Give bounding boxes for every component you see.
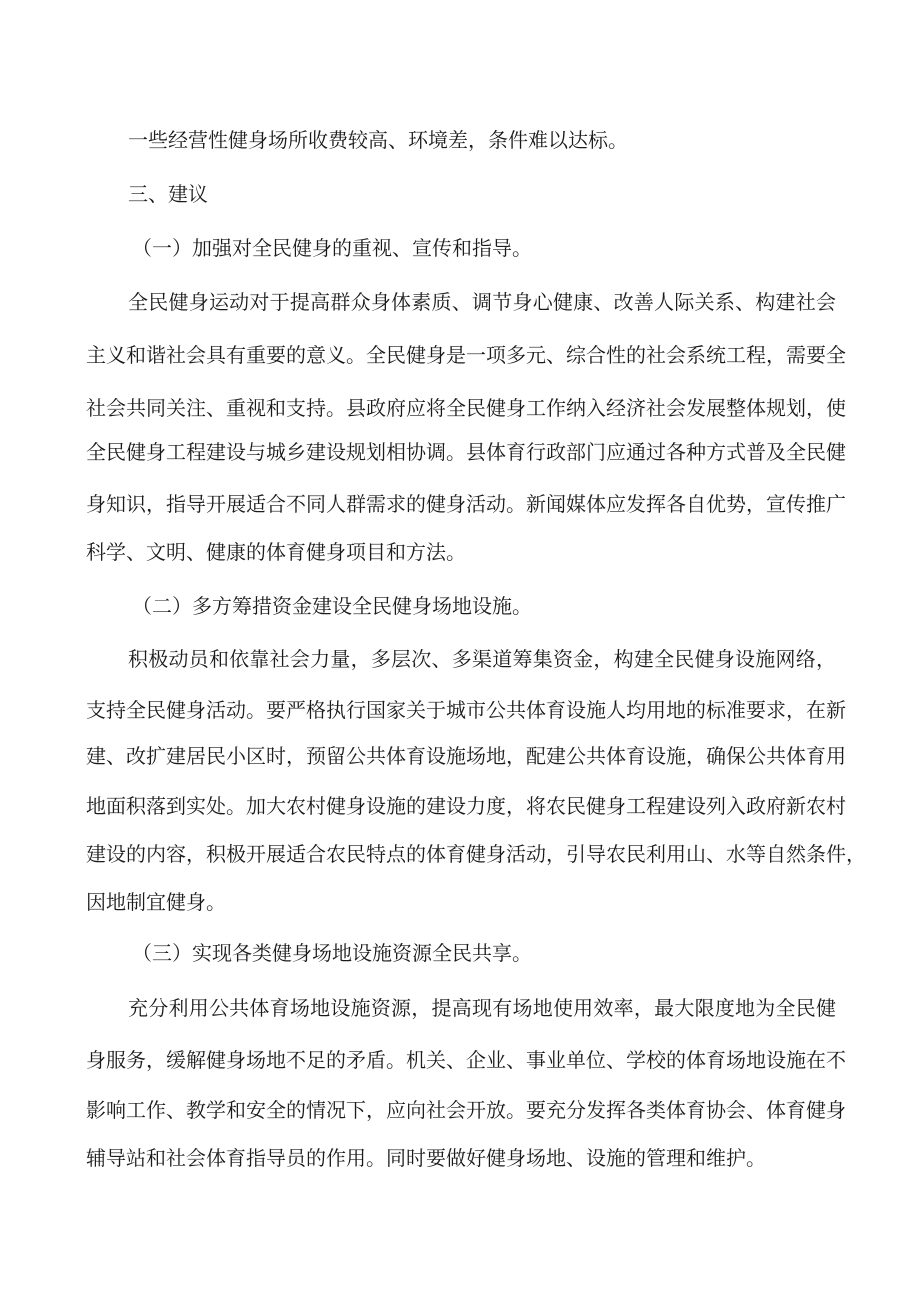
paragraph-1-line-1: 全民健身运动对于提高群众身体素质、调节身心健康、改善人际关系、构建社会 [128, 290, 836, 314]
paragraph-1-line-2: 主义和谐社会具有重要的意义。全民健身是一项多元、综合性的社会系统工程，需要全 [86, 343, 846, 367]
paragraph-2-line-1: 积极动员和依靠社会力量，多层次、多渠道筹集资金，构建全民健身设施网络， [128, 647, 836, 671]
paragraph-3-line-1: 充分利用公共体育场地设施资源，提高现有场地使用效率，最大限度地为全民健 [128, 996, 836, 1020]
paragraph-2-line-6: 因地制宜健身。 [86, 890, 226, 914]
paragraph-1-line-5: 身知识，指导开展适合不同人群需求的健身活动。新闻媒体应发挥各自优势，宣传推广 [86, 492, 846, 516]
paragraph-3-line-3: 影响工作、教学和安全的情况下，应向社会开放。要充分发挥各类体育协会、体育健身 [86, 1098, 846, 1122]
paragraph-1-line-3: 社会共同关注、重视和支持。县政府应将全民健身工作纳入经济社会发展整体规划，使 [86, 396, 846, 420]
subsection-heading-3: （三）实现各类健身场地设施资源全民共享。 [132, 941, 532, 965]
subsection-heading-2: （二）多方筹措资金建设全民健身场地设施。 [132, 594, 532, 618]
paragraph-3-line-4: 辅导站和社会体育指导员的作用。同时要做好健身场地、设施的管理和维护。 [86, 1146, 766, 1170]
paragraph-2-line-5: 建设的内容，积极开展适合农民特点的体育健身活动，引导农民利用山、水等自然条件， [86, 842, 866, 866]
paragraph-3-line-2: 身服务，缓解健身场地不足的矛盾。机关、企业、事业单位、学校的体育场地设施在不 [86, 1048, 846, 1072]
paragraph-2-line-3: 建、改扩建居民小区时，预留公共体育设施场地，配建公共体育设施，确保公共体育用 [86, 744, 846, 768]
paragraph-2-line-4: 地面积落到实处。加大农村健身设施的建设力度，将农民健身工程建设列入政府新农村 [86, 794, 846, 818]
paragraph-1-line-4: 全民健身工程建设与城乡建设规划相协调。县体育行政部门应通过各种方式普及全民健 [86, 440, 846, 464]
paragraph-1-line-6: 科学、文明、健康的体育健身项目和方法。 [86, 540, 466, 564]
section-heading: 三、建议 [128, 182, 208, 206]
subsection-heading-1: （一）加强对全民健身的重视、宣传和指导。 [132, 236, 532, 260]
paragraph-2-line-2: 支持全民健身活动。要严格执行国家关于城市公共体育设施人均用地的标准要求，在新 [86, 698, 846, 722]
intro-line: 一些经营性健身场所收费较高、环境差，条件难以达标。 [128, 128, 628, 152]
